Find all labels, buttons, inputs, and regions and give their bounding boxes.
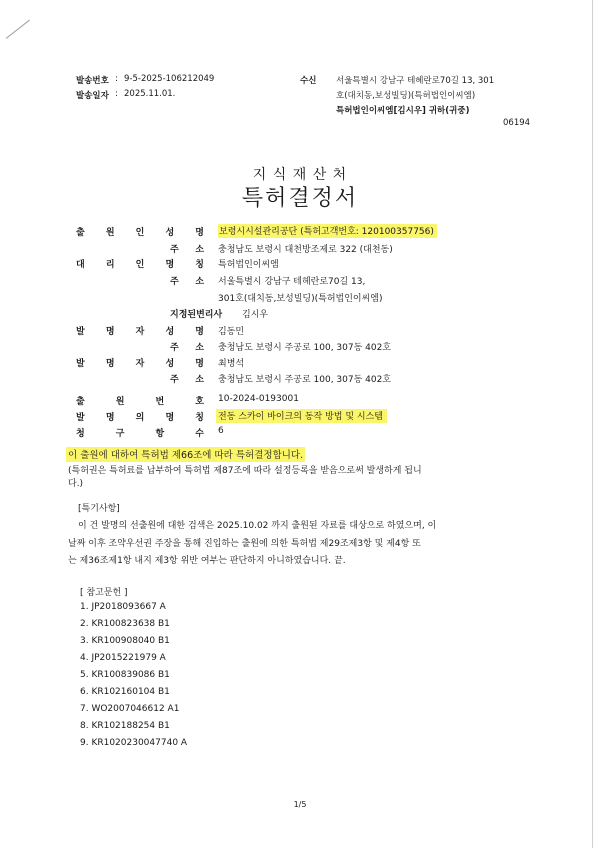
decision-note-line2: 다.) (68, 479, 84, 489)
reference-item: 1. JP2018093667 A (80, 602, 166, 612)
scan-edge-mark (6, 20, 30, 39)
send-number-label: 발송번호 (76, 76, 109, 86)
notes-heading: [특기사항] (78, 504, 120, 514)
reference-item: 8. KR102188254 B1 (80, 721, 170, 731)
page-number: 1/5 (293, 800, 307, 809)
scan-edge-line (592, 0, 593, 848)
reference-item: 2. KR100823638 B1 (80, 619, 170, 629)
recipient-line2: 호(대치동,보성빌딩)(특허법인이씨엠) (336, 91, 476, 101)
send-number-value: 9-5-2025-106212049 (124, 74, 215, 84)
reference-item: 5. KR100839086 B1 (80, 670, 170, 680)
application-number-label: 출 원 번 호 (76, 397, 204, 407)
inventor-2-label: 발 명 자 성 명 (76, 359, 204, 369)
send-date-value: 2025.11.01. (124, 89, 176, 99)
agent-address-label: 주 소 (170, 277, 204, 287)
send-date-label: 발송일자 (76, 91, 109, 101)
agent-address-line1: 서울특별시 강남구 테헤란로70길 13, (218, 277, 366, 287)
inventor-2-name: 최병석 (218, 359, 245, 369)
agent-address-line2: 301호(대치동,보성빌딩)(특허법인이씨엠) (218, 294, 383, 304)
claims-count-label: 청 구 항 수 (76, 429, 204, 439)
reference-item: 6. KR102160104 B1 (80, 687, 170, 697)
recipient-line1: 서울특별시 강남구 테헤란로70길 13, 301 (336, 76, 495, 86)
decision-statement: 이 출원에 대하여 특허법 제66조에 따라 특허결정합니다. (66, 447, 305, 462)
inventor-1-name: 김동민 (218, 327, 245, 337)
applicant-label: 출 원 인 성 명 (76, 228, 204, 238)
send-date-colon: : (115, 89, 118, 99)
invention-title-label: 발 명 의 명 칭 (76, 413, 204, 423)
references-heading: [ 참고문헌 ] (80, 588, 128, 598)
agent-label: 대 리 인 명 칭 (76, 260, 204, 270)
reference-item: 4. JP2015221979 A (80, 653, 166, 663)
designated-attorney-name: 김시우 (242, 310, 269, 320)
notes-line1: 이 건 발명의 선출원에 대한 검색은 2025.10.02 까지 출원된 자료를 대상으로 하였으며, 이 (78, 521, 437, 531)
reference-item: 7. WO2007046612 A1 (80, 704, 180, 714)
decision-note-line1: (특허권은 특허료를 납부하여 특허법 제87조에 따라 설정등록을 받음으로써 발생하게 됩니 (68, 466, 422, 476)
inventor-1-address-label: 주 소 (170, 343, 204, 353)
invention-title: 전동 스카이 바이크의 동작 방법 및 시스템 (216, 409, 387, 423)
reference-item: 9. KR1020230047740 A (80, 738, 188, 748)
send-number-colon: : (115, 74, 118, 84)
document-title: 특허결정서 (241, 186, 359, 211)
agent-name: 특허법인이씨엠 (218, 260, 279, 270)
claims-count: 6 (218, 426, 224, 436)
notes-line3: 는 제36조제1항 내지 제3항 위반 여부는 판단하지 아니하였습니다. 끝. (68, 556, 346, 566)
recipient-label: 수신 (300, 76, 317, 86)
notes-line2: 날짜 이후 조약우선권 주장을 통해 진입하는 출원에 의한 특허법 제29조제3항 및 제4항 또 (68, 539, 421, 549)
doc-code: 06194 (503, 118, 531, 128)
application-number: 10-2024-0193001 (218, 394, 299, 404)
reference-item: 3. KR100908040 B1 (80, 636, 170, 646)
office-name: 지 식 재 산 처 (252, 167, 348, 183)
recipient-line3: 특허법인이씨엠[김시우] 귀하(귀중) (336, 106, 470, 116)
applicant-name: 보령시시설관리공단 (특허고객번호: 120100357756) (218, 224, 437, 238)
inventor-2-address-label: 주 소 (170, 375, 204, 385)
inventor-2-address: 충청남도 보령시 주공로 100, 307동 402호 (218, 375, 392, 385)
inventor-1-label: 발 명 자 성 명 (76, 327, 204, 337)
designated-attorney-label: 지정된변리사 (170, 310, 223, 320)
applicant-address: 충청남도 보령시 대천방조제로 322 (대천동) (218, 245, 393, 255)
applicant-address-label: 주 소 (170, 245, 204, 255)
inventor-1-address: 충청남도 보령시 주공로 100, 307동 402호 (218, 343, 392, 353)
